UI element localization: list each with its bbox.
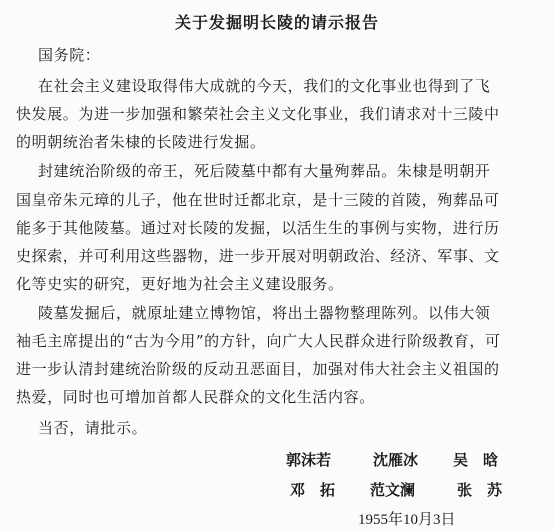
- signatories-row-2: [290, 479, 502, 500]
- closing-request: 当否，请批示。: [38, 419, 148, 437]
- addressee: 国务院：: [38, 46, 101, 64]
- paragraph3-line1: 陵墓发掘后，就原址建立博物馆，将出土器物整理陈列。以伟大领: [38, 304, 491, 322]
- signatory-name: 范文澜: [370, 481, 416, 499]
- paragraph1-line1: 在社会主义建设取得伟大成就的今天，我们的文化事业也得到了飞: [38, 77, 491, 95]
- paragraph2-line2: 国皇帝朱元璋的儿子，他在世时迁都北京，是十三陵的首陵，殉葬品可: [16, 191, 500, 209]
- signatory-name: 吴 晗: [453, 451, 499, 469]
- signatory-name: 郭沫若: [286, 451, 332, 469]
- paragraph2-line3: 能多于其他陵墓。通过对长陵的发掘，以活生生的事例与实物，进行历: [16, 219, 500, 237]
- paragraph1-line2: 快发展。为进一步加强和繁荣社会主义文化事业，我们请求对十三陵中: [16, 105, 500, 123]
- signatory-name: 张 苏: [457, 481, 503, 499]
- document-title: 关于发掘明长陵的请示报告: [174, 13, 379, 32]
- signatory-name: 邓 拓: [290, 481, 336, 499]
- document-date: 1955年10月3日: [358, 512, 456, 528]
- paragraph3-line3: 进一步认清封建统治阶级的反动丑恶面目，加强对伟大社会主义祖国的: [16, 360, 500, 378]
- paragraph1-line3: 的明朝统治者朱棣的长陵进行发掘。: [16, 133, 266, 151]
- signatories-row-1: [286, 449, 498, 470]
- paragraph2-line5: 化等史实的研究，更好地为社会主义建设服务。: [16, 275, 344, 293]
- paragraph2-line4: 史探索，并可利用这些器物，进一步开展对明朝政治、经济、军事、文: [16, 247, 500, 265]
- paragraph3-line4: 热爱，同时也可增加首都人民群众的文化生活内容。: [16, 388, 375, 406]
- signatory-name: 沈雁冰: [373, 451, 419, 469]
- paragraph3-line2: 袖毛主席提出的“古为今用”的方针，向广大人民群众进行阶级教育，可: [16, 332, 501, 350]
- paragraph2-line1: 封建统治阶级的帝王，死后陵墓中都有大量殉葬品。朱棣是明朝开: [38, 162, 491, 180]
